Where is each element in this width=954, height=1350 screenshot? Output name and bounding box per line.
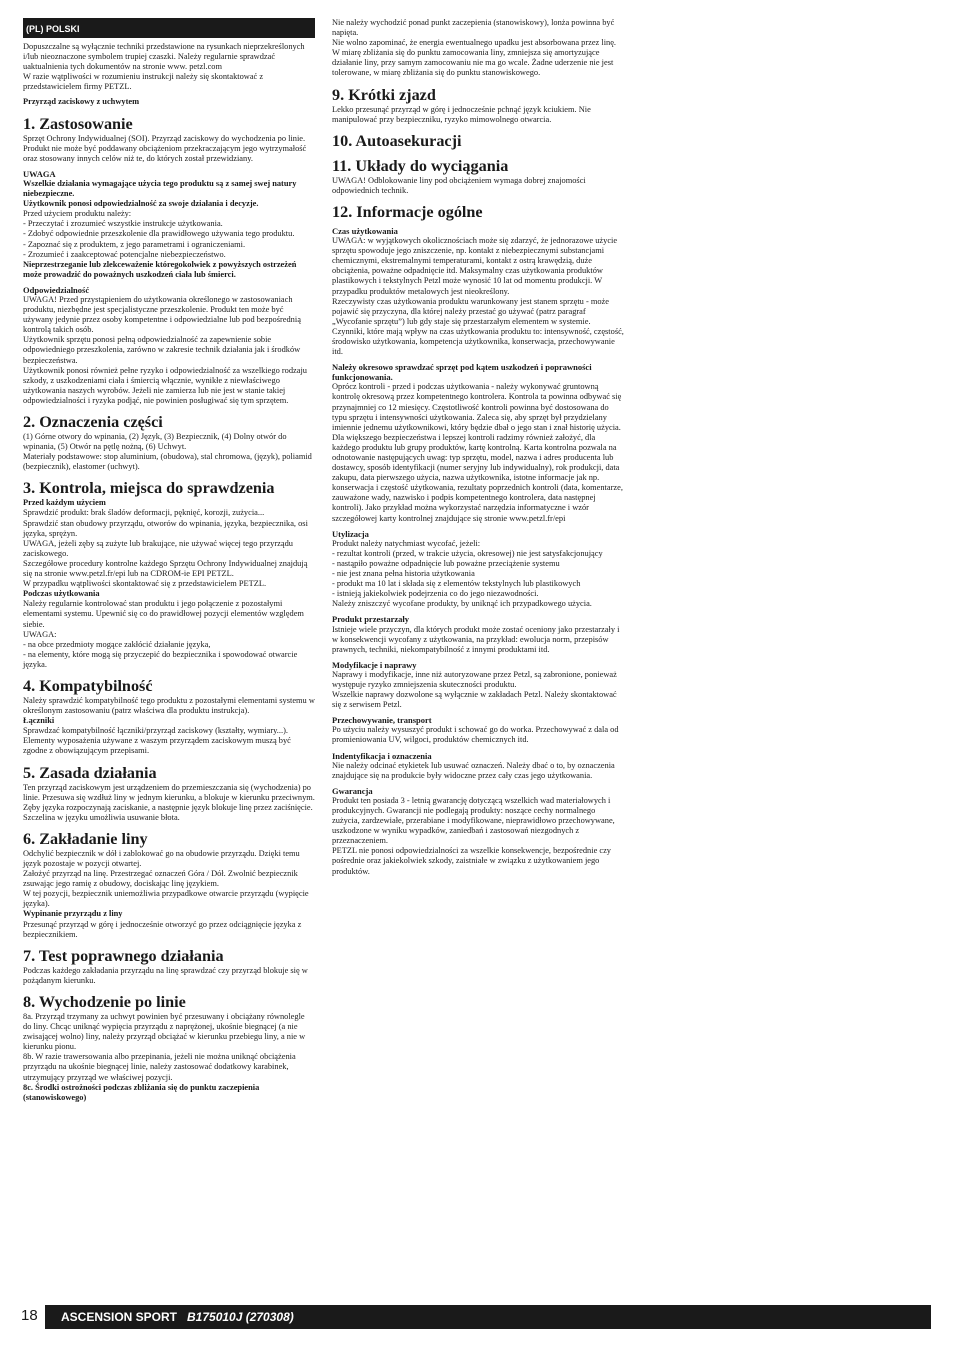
paragraph: Odchylić bezpiecznik w dół i zablokować go na obudowie przyrządu. Dzięki temu język pozostaje w pozycji otwartej. [23, 848, 300, 868]
paragraph: Przed użyciem produktu należy: [23, 209, 132, 219]
section-heading: 2. Oznaczenia części [23, 413, 163, 431]
paragraph: Użytkownik ponosi również pełne ryzyko i odpowiedzialność za wszelkiego rodzaju szkody, z uszkodzeniami ciała i śmiercią włącznie, wynikłe z niewłaściwego użytkowania naszych wyrobów. Jeżeli nie zamierza lub nie jest w stanie takiej odpowiedzialności i ryzyka podjąć, nie powinien posługiwać się tym sprzętem. [23, 365, 307, 405]
section-heading: 8. Wychodzenie po linie [23, 992, 186, 1011]
paragraph: Nie należy wychodzić ponad punkt zaczepienia (stanowiskowy), lonża powinna być napięta. [332, 18, 615, 38]
paragraph: Rzeczywisty czas użytkowania produktu warunkowany jest stanem sprzętu - może pojawić się przyczyna, dla której należy przestać go używać (patrz paragraf „Wycofanie sprzętu”) lub gdy staje się przestarzałym elementem w systemie. [332, 296, 609, 326]
paragraph: - na obce przedmioty mogące zakłócić działanie języka, [23, 639, 211, 649]
paragraph: 8b. W razie trawersowania albo przepinania, jeżeli nie można uniknąć obciążenia przyrządu na ukośnie biegnącej linie, należy zastosować dodatkowy karabinek, utrzymujący przyrząd we właściwej pozycji. [23, 1052, 296, 1082]
paragraph: Należy sprawdzić kompatybilność tego produktu z pozostałymi elementami systemu w określonym zastosowaniu (patrz właściwa dla produktu instrukcja). [23, 695, 315, 716]
subheading: Gwarancja [332, 785, 373, 796]
section-heading: 7. Test poprawnego działania [23, 946, 224, 965]
subheading: Produkt przestarzały [332, 614, 410, 625]
paragraph: Istnieje wiele przyczyn, dla których produkt może zostać oceniony jako przestarzały i w konsekwencji wycofany z użytkowania, na przykład: ewolucja norm, przepisów prawnych, techniki, niekompatybilność z innymi produktami itd. [332, 624, 620, 654]
paragraph: Sprawdzać kompatybilność łączniki/przyrząd zaciskowy (kształty, wymiary...). [23, 726, 288, 736]
paragraph: Wszelkie naprawy dozwolone są wyłącznie w zakładach Petzl. Należy skontaktować się z serwisem Petzl. [332, 690, 617, 710]
footer-bar [45, 1305, 931, 1329]
paragraph: Produkt należy natychmiast wycofać, jeżeli: [332, 538, 481, 548]
paragraph: Po użyciu należy wysuszyć produkt i schować go do worka. Przechowywać z dala od promieniowania UV, wilgoci, produktów chemicznych itd. [332, 725, 619, 745]
paragraph: W przypadku wątpliwości skontaktować się z przedstawicielem PETZL. [23, 579, 267, 589]
paragraph: Materiały podstawowe: stop aluminium, (obudowa), stal chromowa, (język), poliamid (bezpiecznik), elastomer (uchwyt). [23, 452, 312, 472]
paragraph: Ten przyrząd zaciskowym jest urządzeniem do przemieszczania się (wychodzenia) po linie. Przesuwa się wzdłuż liny w jednym kierunku, a blokuje w kierunku przeciwnym. [23, 782, 315, 802]
paragraph: - Zapoznać się z produktem, z jego parametrami i ograniczeniami. [23, 239, 246, 249]
section-heading: 11. Układy do wyciągania [332, 156, 509, 175]
bold-paragraph: Nieprzestrzeganie lub zlekceważenie któregokolwiek z powyższych ostrzeżeń może prowadzić do poważnych uszkodzeń ciała lub śmierci. [23, 259, 297, 279]
paragraph: Użytkownik sprzętu ponosi pełną odpowiedzialność za zapewnienie sobie odpowiedniego przeszkolenia, zarówno w zakresie technik działania jak i środków bezpieczeństwa. [23, 335, 301, 365]
paragraph: Dopuszczalne są wyłącznie techniki przedstawione na rysunkach nieprzekreślonych i/lub nieoznaczone symbolem trupiej czaszki. Należy regularnie sprawdzać uaktualnienia tych dokumentów na stronie www. petzl.com [23, 42, 305, 72]
paragraph: - Zdobyć odpowiednie przeszkolenie dla prawidłowego używania tego produktu. [23, 229, 295, 239]
paragraph: - nie jest znana pełna historia użytkowania [332, 569, 475, 579]
paragraph: Czynniki, które mają wpływ na czas użytkowania produktu to: intensywność, częstość, środowisko użytkowania, kompetencja użytkownika, konserwacja, przechowywanie itd. [332, 326, 624, 357]
paragraph: - produkt ma 10 lat i składa się z elementów tekstylnych lub plastikowych [332, 579, 581, 589]
section-heading: 9. Krótki zjazd [332, 85, 436, 104]
subheading: Czas użytkowania [332, 225, 398, 236]
document-reference: B175010J (270308) [187, 1310, 294, 1324]
paragraph: - nastąpiło poważne odpadnięcie lub poważne przeciążenie systemu [332, 558, 560, 568]
paragraph: PETZL nie ponosi odpowiedzialności za wszelkie konsekwencje, bezpośrednie czy pośrednie oraz jakiekolwiek szkody, zaistniałe w związku z użytkowaniem jego produktów. [332, 846, 611, 876]
product-name: ASCENSION SPORT [61, 1310, 178, 1324]
bold-paragraph: Wszelkie działania wymagające użycia tego produktu są z samej swej natury niebezpieczne. [23, 178, 297, 199]
paragraph: UWAGA! Przed przystąpieniem do użytkowania określonego w zastosowaniach produktu, niezbędne jest specjalistyczne przeszkolenie. Produkt ten może być używany jedynie przez osoby kompetentne i odpowiedzialne lub pod bezpośrednią kontrolą takich osób. [23, 294, 301, 335]
section-heading: 4. Kompatybilność [23, 676, 153, 695]
paragraph: Zęby języka rozpoczynają zaciskanie, a następnie język blokuje linę przez zaciśnięcie. Szczelina w języku umożliwia usuwanie błota. [23, 802, 313, 822]
paragraph: W razie wątpliwości w rozumieniu instrukcji należy się skontaktować z przedstawicielem firmy PETZL. [23, 72, 264, 92]
paragraph: Przesunąć przyrząd w górę i jednocześnie otworzyć go przez odciągnięcie języka z bezpiecznikiem. [23, 919, 302, 939]
right-column [332, 18, 624, 877]
subheading: Odpowiedzialność [23, 284, 90, 295]
subheading: Indentyfikacja i oznaczenia [332, 750, 432, 761]
page-number: 18 [21, 1307, 38, 1324]
subheading: Modyfikacje i naprawy [332, 659, 417, 670]
section-heading: 10. Autoasekuracji [332, 131, 462, 150]
paragraph: - na elementy, które mogą się przyczepić do bezpiecznika i spowodować otwarcie języka. [23, 649, 298, 669]
paragraph: Naprawy i modyfikacje, inne niż autoryzowane przez Petzl, są zabronione, ponieważ występuje ryzyko zmniejszenia skuteczności produktu. [332, 669, 617, 689]
paragraph: UWAGA: w wyjątkowych okolicznościach może się zdarzyć, że jednorazowe użycie sprzętu spowoduje jego zniszczenie, np. kontakt z niebezpiecznymi substancjami chemicznymi, ekstremalnymi temperaturami, kontakt z ostrą krawędzią, duże obciążenia, poważne odpadnięcie itd. Maksymalny czas użytkowania produktów plastikowych i tekstylnych Petzl może wynosić 10 lat od momentu produkcji. W przypadku produktów metalowych jest nieokreślony. [332, 236, 618, 296]
paragraph: Sprzęt Ochrony Indywidualnej (SOI). Przyrząd zaciskowy do wychodzenia po linie. [23, 133, 306, 143]
bold-paragraph: Przyrząd zaciskowy z uchwytem [23, 97, 140, 107]
paragraph: Sprawdzić stan obudowy przyrządu, otworów do wpinania, języka, bezpiecznika, osi języka, sprężyn. [23, 518, 308, 538]
section-heading: 12. Informacje ogólne [332, 202, 483, 221]
page-footer [0, 1305, 954, 1329]
subheading: Utylizacja [332, 528, 369, 539]
bold-paragraph: Przed każdym użyciem [23, 498, 106, 508]
bold-paragraph: Podczas użytkowania [23, 589, 100, 599]
paragraph: - Przeczytać i zrozumieć wszystkie instrukcje użytkowania. [23, 219, 223, 229]
bold-paragraph: 8c. Środki ostrożności podczas zbliżania się do punktu zaczepienia (stanowiskowego) [23, 1082, 260, 1102]
paragraph: Oprócz kontroli - przed i podczas użytkowania - należy wykonywać gruntowną kontrolę okresową przez kompetentnego kontrolera. Kontrola ta powinna odbywać się przynajmniej co 12 miesięcy. Częstotliwość kontroli powinna być dostosowana do typu sprzętu i intensywności użytkowania. Zaleca się, aby sprzęt był przydzielany imiennie jednemu użytkownikowi, który będzie dbał o jego stan i znał historię użycia. Dla większego bezpieczeństwa i lepszej kontroli radzimy również założyć, dla każdego produktu lub grupy produktów, kartę kontrolną. Karta kontrolna pozwala na odnotowanie następujących uwag: typ sprzętu, model, nazwa i adres producenta lub dostawcy, sposób identyfikacji (numer seryjny lub indywidualny), rok produkcji, data zakupu, data pierwszego użycia, nazwa użytkownika, istotne informacje jak np. konserwacja i częstość użytkowania, rezultaty poprzednich kontroli (data, komentarze, zauważone wady, nazwisko i podpis kompetentnego kontrolera, data następnej kontroli). Jako przykład można wykorzystać narzędzia informatyczne i wzór szczegółowej karty kontrolnej znajdujące się stronie www.petzl.fr/epi [332, 382, 623, 523]
paragraph: Produkt ten posiada 3 - letnią gwarancję dotyczącą wszelkich wad materiałowych i produkcyjnych. Gwarancji nie podlegają produkty: noszące cechy normalnego zużycia, zardzewiałe, przerabiane i modyfikowane, nieprawidłowo przechowywane, uszkodzone w wyniku wypadków, zaniedbań i zastosowań niezgodnych z przeznaczeniem. [332, 795, 615, 846]
paragraph: UWAGA! Odblokowanie liny pod obciążeniem wymaga dobrej znajomości odpowiednich technik. [332, 175, 586, 195]
paragraph: - rezultat kontroli (przed, w trakcie użycia, okresowej) nie jest satysfakcjonujący [332, 548, 603, 558]
paragraph: 8a. Przyrząd trzymany za uchwyt powinien być przesuwany i obciążany równolegle do liny. Chcąc uniknąć wypięcia przyrządu z naprężonej, ukośnie biegnącej (a nie zwisającej wolno) liny, należy przyrząd obciążać w kierunku przebiegu liny, a nie w kierunku pionu. [23, 1011, 306, 1052]
paragraph: Założyć przyrząd na linę. Przestrzegać oznaczeń Góra / Dół. Zwolnić bezpiecznik zsuwając jego ramię z obudowy, dociskając linę językiem. [23, 869, 298, 889]
paragraph: Należy regularnie kontrolować stan produktu i jego połączenie z pozostałymi elementami systemu. Upewnić się co do prawidłowej pozycji elementów względem siebie. [23, 599, 304, 629]
paragraph: Produkt nie może być poddawany obciążeniom przekraczającym jego wytrzymałość oraz stosowany innych celów niż te, do których został przewidziany. [23, 143, 307, 163]
language-header: (PL) POLSKI [23, 18, 315, 38]
paragraph: - Zrozumieć i zaakceptować potencjalne niebezpieczeństwo. [23, 249, 226, 259]
subheading: Należy okresowo sprawdzać sprzęt pod kątem uszkodzeń i poprawności funkcjonowania. [332, 362, 592, 383]
subheading: Przechowywanie, transport [332, 715, 432, 726]
paragraph: W tej pozycji, bezpiecznik uniemożliwia przypadkowe otwarcie przyrządu (wypięcie języka). [23, 889, 309, 909]
paragraph: UWAGA: [23, 629, 57, 639]
bold-paragraph: Łączniki [23, 716, 55, 726]
bold-paragraph: Użytkownik ponosi odpowiedzialność za swoje działania i decyzje. [23, 199, 259, 209]
paragraph: Lekko przesunąć przyrząd w górę i jednocześnie pchnąć język kciukiem. Nie manipulować przy bezpieczniku, ryzyko mimowolnego otwarcia. [332, 104, 591, 124]
paragraph: Elementy wyposażenia używane z waszym przyrządem zaciskowym muszą być zgodne z obowiązującym przepisami. [23, 736, 291, 756]
section-heading: 3. Kontrola, miejsca do sprawdzenia [23, 479, 275, 498]
paragraph: Szczegółowe procedury kontrolne każdego Sprzętu Ochrony Indywidualnej znajdują się na stronie www.petzl.fr/epi lub na CDROM-ie EPI PETZL. [23, 558, 308, 579]
paragraph: Należy zniszczyć wycofane produkty, by uniknąć ich przypadkowego użycia. [332, 599, 592, 609]
section-heading: 6. Zakładanie liny [23, 829, 148, 848]
subheading: UWAGA [23, 168, 56, 179]
bold-paragraph: Wypinanie przyrządu z liny [23, 909, 123, 919]
paragraph: UWAGA, jeżeli zęby są zużyte lub brakujące, nie używać więcej tego przyrządu zaciskowego. [23, 538, 293, 558]
paragraph: - istnieją jakiekolwiek podejrzenia co do jego niezawodności. [332, 589, 539, 599]
left-column [23, 18, 315, 1103]
paragraph: Nie należy odcinać etykietek lub usuwać oznaczeń. Należy dbać o to, by oznaczenia znajdujące się na produkcie były widoczne przez cały czas jego użytkowania. [332, 760, 615, 780]
paragraph: (1) Górne otwory do wpinania, (2) Język, (3) Bezpiecznik, (4) Dolny otwór do wpinania, (5) Otwór na pętlę nożną, (6) Uchwyt. [23, 432, 287, 452]
paragraph: Sprawdzić produkt: brak śladów deformacji, pęknięć, korozji, zużycia... [23, 508, 265, 518]
section-heading: 1. Zastosowanie [23, 114, 133, 133]
section-heading: 5. Zasada działania [23, 763, 157, 782]
paragraph: Podczas każdego zakładania przyrządu na linę sprawdzać czy przyrząd blokuje się w pożądanym kierunku. [23, 965, 308, 985]
paragraph: Nie wolno zapominać, że energia ewentualnego upadku jest absorbowana przez linę. W miarę zbliżania się do punktu zamocowania liny, zmniejsza się amortyzujące działanie liny, przy samym zamocowaniu nie ma go wcale. Żadne uderzenie nie jest tolerowane, w miarę zbliżania się do punktu stanowiskowego. [332, 38, 617, 78]
